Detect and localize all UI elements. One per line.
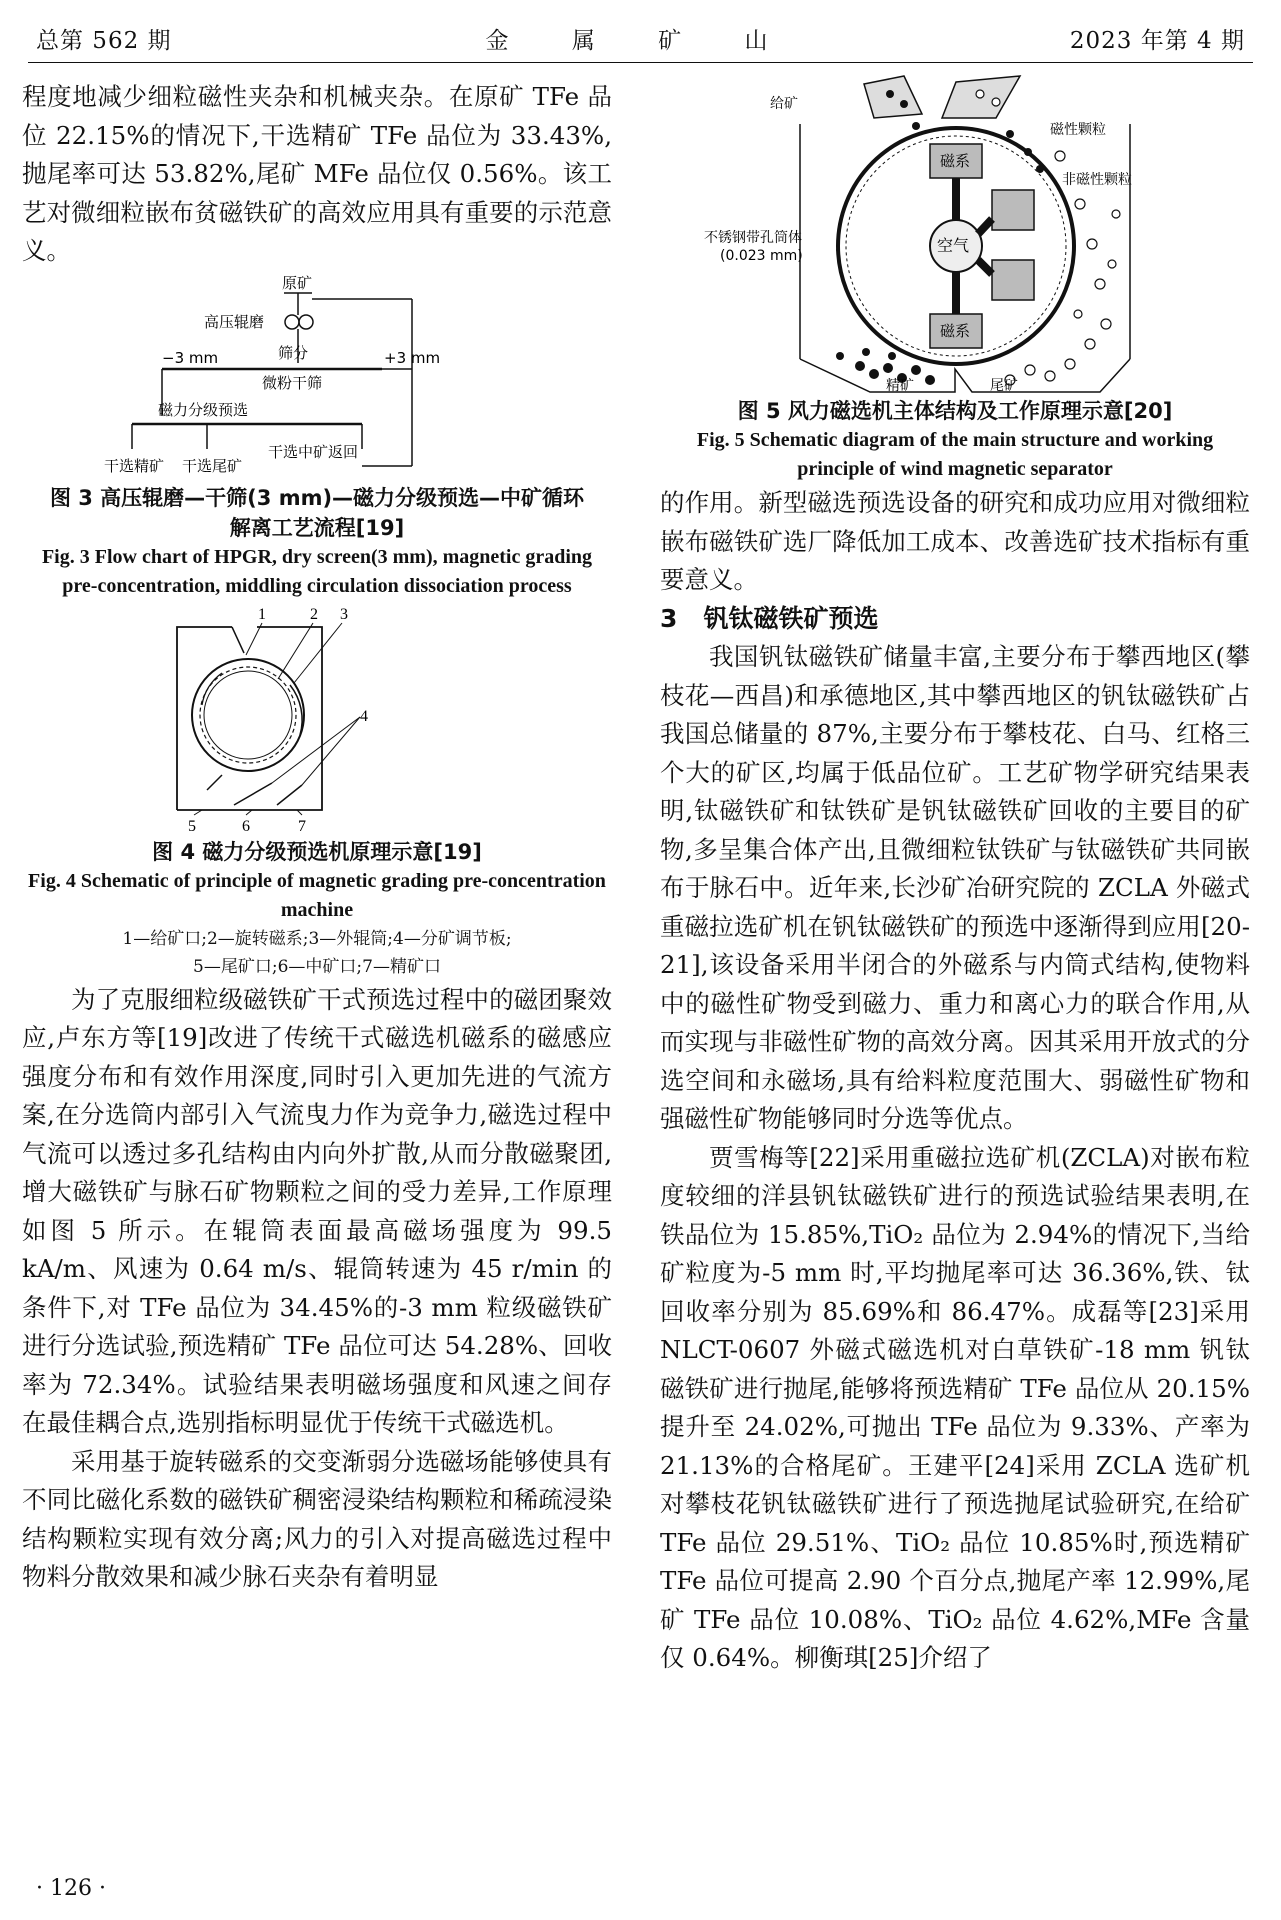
left-column	[22, 78, 612, 1597]
left-paragraph-1: 程度地减少细粒磁性夹杂和机械夹杂。在原矿 TFe 品位 22.15%的情况下,干选精矿 TFe 品位为 33.43%,抛尾率可达 53.82%,尾矿 MFe 品位仅 0.56%。该工艺对微细粒嵌布贫磁铁矿的高效应用具有重要的示范意义。	[22, 82, 612, 265]
page-number: · 126 ·	[36, 1876, 106, 1901]
fc-dry: 微粉干筛	[262, 373, 323, 392]
fig5-conc: 精矿	[886, 378, 914, 394]
fc-screen: 筛分	[278, 343, 309, 362]
separator-svg	[660, 74, 1250, 396]
fig4-num-3: 3	[340, 605, 348, 623]
right-column	[660, 74, 1250, 1678]
fc-hpgr: 高压辊磨	[204, 312, 265, 331]
fig4-num-2: 2	[310, 605, 318, 623]
right-paragraph-2: 我国钒钛磁铁矿储量丰富,主要分布于攀西地区(攀枝花—西昌)和承德地区,其中攀西地区的钒钛磁铁矿占我国总储量的 87%,主要分布于攀枝花、白马、红格三个大的矿区,均属于低品位矿。工艺矿物学研究结果表明,钛磁铁矿和钛铁矿是钒钛磁铁矿回收的主要目的矿物,多呈集合体产出,且微细粒钛铁矿与钛磁铁矿共同嵌布于脉石中。近年来,长沙矿冶研究院的 ZCLA 外磁式重磁拉选矿机在钒钛磁铁矿的预选中逐渐得到应用[20-21],该设备采用半闭合的外磁系与内筒式结构,使物料中的磁性矿物受到磁力、重力和离心力的联合作用,从而实现与非磁性矿物的高效分离。因其采用开放式的分选空间和永磁场,具有给料粒度范围大、弱磁性矿物和强磁性矿物能够同时分选等优点。	[660, 642, 1250, 1133]
fig5-caption-en: Fig. 5 Schematic diagram of the main structure and working principle of wind magnetic separator	[696, 429, 1214, 480]
fc-minus3: −3 mm	[162, 348, 219, 367]
fig5-mag-1: 磁系	[940, 152, 971, 170]
fc-plus3: +3 mm	[384, 348, 441, 367]
section-heading	[660, 600, 1250, 639]
section-title: 钒钛磁铁矿预选	[703, 603, 879, 633]
fig4-num-6: 6	[242, 817, 250, 835]
fig4-caption-en: Fig. 4 Schematic of principle of magnetic grading pre-concentration machine	[28, 869, 606, 921]
fig4-num-4: 4	[360, 707, 368, 725]
figure-5	[660, 74, 1250, 396]
fc-mid: 干选中矿返回	[268, 442, 359, 461]
header-journal: 金 属 矿 山	[485, 28, 796, 54]
fig3-caption-cn-1: 图 3 高压辊磨—干筛(3 mm)—磁力分级预选—中矿循环	[49, 485, 585, 510]
flowchart-svg	[22, 271, 612, 483]
fig4-num-1: 1	[258, 605, 266, 623]
fig4-num-7: 7	[298, 817, 306, 835]
figure-4	[22, 605, 612, 837]
fig5-thick: (0.023 mm)	[720, 248, 803, 264]
fc-conc: 干选精矿	[104, 456, 165, 475]
fig5-drum: 不锈钢带孔筒体	[704, 230, 802, 246]
header-issue: 总第 562 期	[36, 28, 172, 54]
fig5-air: 空气	[937, 236, 970, 255]
fig5-mag-2: 磁系	[940, 322, 971, 340]
fig4-num-5: 5	[188, 817, 196, 835]
left-paragraph-2: 为了克服细粒级磁铁矿干式预选过程中的磁团聚效应,卢东方等[19]改进了传统干式磁选机磁系的磁感应强度分布和有效作用深度,同时引入更加先进的气流方案,在分选筒内部引入气流曳力作为竞争力,磁选过程中气流可以透过多孔结构由内向外扩散,从而分散磁聚团,增大磁铁矿与脉石矿物颗粒之间的受力差异,工作原理如图 5 所示。在辊筒表面最高磁场强度为 99.5 kA/m、风速为 0.64 m/s、辊筒转速为 45 r/min 的条件下,对 TFe 品位为 34.45%的-3 mm 粒级磁铁矿进行分选试验,预选精矿 TFe 品位可达 54.28%、回收率为 72.34%。试验结果表明磁场强度和风速之间存在最佳耦合点,选别指标明显优于传统干式磁选机。	[22, 984, 612, 1437]
fc-raw: 原矿	[282, 273, 313, 292]
machine-svg	[22, 605, 612, 837]
fig5-nonmag: 非磁性颗粒	[1062, 172, 1132, 188]
section-number: 3	[660, 603, 678, 633]
fig5-feed: 给矿	[770, 96, 798, 112]
fig4-caption-cn: 图 4 磁力分级预选机原理示意[19]	[152, 839, 482, 864]
fig5-caption-cn: 图 5 风力磁选机主体结构及工作原理示意[20]	[737, 399, 1173, 423]
fc-tail: 干选尾矿	[182, 456, 243, 475]
figure-3	[22, 271, 612, 483]
header-year-issue: 2023 年第 4 期	[1069, 28, 1245, 54]
fig4-legend-2: 5—尾矿口;6—中矿口;7—精矿口	[193, 956, 441, 977]
header-rule	[28, 62, 1253, 63]
fig3-caption-en: Fig. 3 Flow chart of HPGR, dry screen(3 mm), magnetic grading pre-concentration, middling circulation dissociation process	[41, 545, 593, 597]
fc-grading: 磁力分级预选	[158, 400, 249, 419]
fig5-tail: 尾矿	[990, 378, 1018, 394]
left-paragraph-3: 采用基于旋转磁系的交变渐弱分选磁场能够使具有不同比磁化系数的磁铁矿稠密浸染结构颗粒和稀疏浸染结构颗粒实现有效分离;风力的引入对提高磁选过程中物料分散效果和减少脉石夹杂有着明显	[22, 1446, 612, 1591]
fig3-caption-cn-2: 解离工艺流程[19]	[229, 515, 405, 540]
right-paragraph-3: 贾雪梅等[22]采用重磁拉选矿机(ZCLA)对嵌布粒度较细的洋县钒钛磁铁矿进行的预选试验结果表明,在铁品位为 15.85%,TiO₂ 品位为 2.94%的情况下,当给矿粒度为-5 mm 时,平均抛尾率可达 36.36%,铁、钛回收率分别为 85.69%和 86.47%。成磊等[23]采用 NLCT-0607 外磁式磁选机对白草铁矿-18 mm 钒钛磁铁矿进行抛尾,能够将预选精矿 TFe 品位从 20.15%提升至 24.02%,可抛出 TFe 品位为 9.33%、产率为 21.13%的合格尾矿。王建平[24]采用 ZCLA 选矿机对攀枝花钒钛磁铁矿进行了预选抛尾试验研究,在给矿 TFe 品位 29.51%、TiO₂ 品位 10.85%时,预选精矿 TFe 品位可提高 2.90 个百分点,抛尾产率 12.99%,尾矿 TFe 品位 10.08%、TiO₂ 品位 4.62%,MFe 含量仅 0.64%。柳衡琪[25]介绍了	[660, 1142, 1250, 1672]
fig5-magp: 磁性颗粒	[1050, 122, 1106, 138]
fig4-legend-1: 1—给矿口;2—旋转磁系;3—外辊筒;4—分矿调节板;	[122, 928, 512, 949]
right-paragraph-1: 的作用。新型磁选预选设备的研究和成功应用对微细粒嵌布磁铁矿选厂降低加工成本、改善选矿技术指标有重要意义。	[660, 488, 1250, 594]
